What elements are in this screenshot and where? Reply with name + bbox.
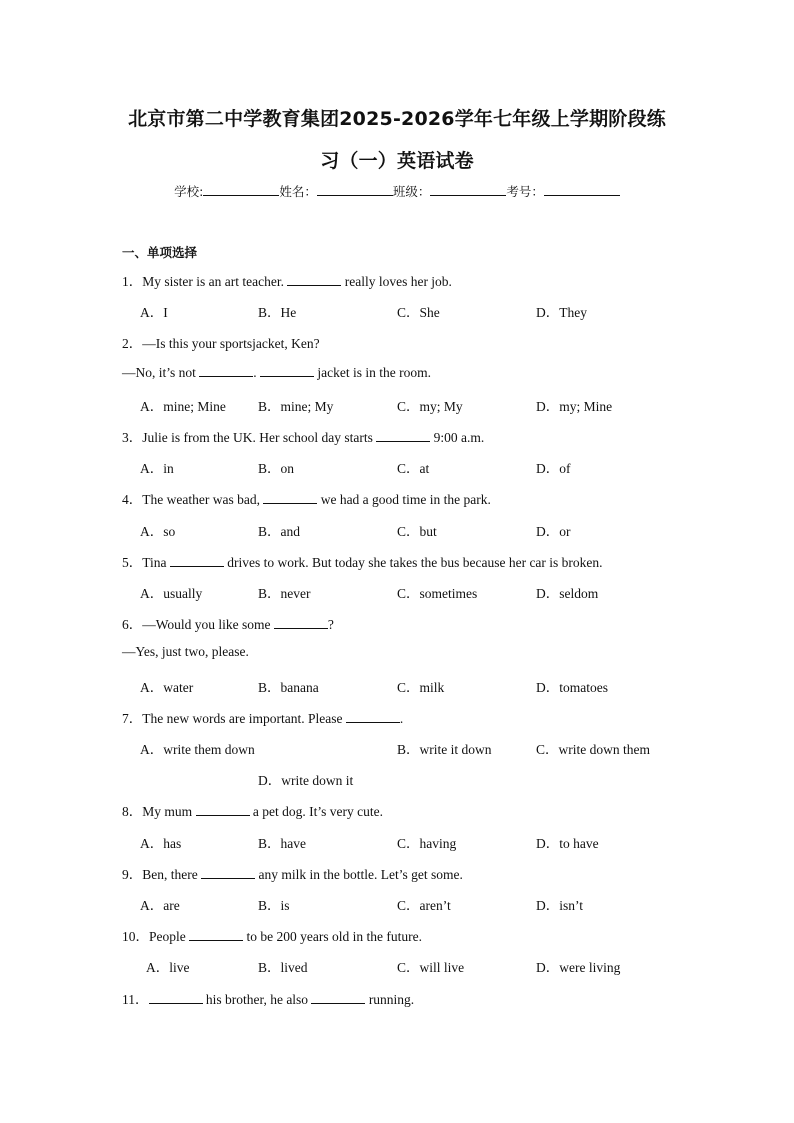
option-c[interactable]: C．She xyxy=(397,305,440,320)
class-label: 班级： xyxy=(392,184,431,199)
option-c[interactable]: C．milk xyxy=(397,680,445,695)
question-8 xyxy=(122,800,383,820)
option-a[interactable]: A．in xyxy=(140,461,174,476)
question-text: drives to work. But today she takes the bus because her car is broken. xyxy=(223,555,603,570)
question-text: Tina xyxy=(142,555,170,570)
question-number: 9． xyxy=(122,867,143,882)
option-a[interactable]: A．live xyxy=(146,960,190,975)
option-c[interactable]: C．my; My xyxy=(397,399,463,414)
option-a[interactable]: A．has xyxy=(140,836,182,851)
question-number: 10． xyxy=(122,929,149,944)
answer-blank[interactable] xyxy=(201,866,255,879)
option-a[interactable]: A．I xyxy=(140,305,168,320)
question-number: 7． xyxy=(122,711,143,726)
school-label: 学校: xyxy=(174,184,204,199)
option-b[interactable]: B．and xyxy=(258,524,300,539)
option-b[interactable]: B．is xyxy=(258,898,290,913)
option-a[interactable]: A．water xyxy=(140,680,194,695)
question-text: his brother, he also xyxy=(202,992,312,1007)
question-text: My mum xyxy=(142,804,196,819)
question-5 xyxy=(122,551,603,571)
question-text: ? xyxy=(327,617,334,632)
option-c[interactable]: C．will live xyxy=(397,960,465,975)
question-text: really loves her job. xyxy=(341,274,452,289)
option-d[interactable]: D．They xyxy=(536,305,587,320)
option-c[interactable]: C．having xyxy=(397,836,457,851)
question-number: 11． xyxy=(122,992,149,1007)
option-b[interactable]: B．write it down xyxy=(397,742,492,757)
option-b[interactable]: B．mine; My xyxy=(258,399,334,414)
question-3 xyxy=(122,426,484,446)
question-text: —Yes, just two, please. xyxy=(122,644,249,659)
question-6-reply xyxy=(122,644,249,660)
question-11 xyxy=(122,988,414,1008)
class-blank[interactable] xyxy=(430,183,506,196)
answer-blank[interactable] xyxy=(149,991,203,1004)
option-c[interactable]: C．sometimes xyxy=(397,586,478,601)
question-text: a pet dog. It’s very cute. xyxy=(249,804,383,819)
title-line-2: 习（一）英语试卷 xyxy=(320,150,474,172)
question-10 xyxy=(122,925,422,945)
answer-blank[interactable] xyxy=(260,364,314,377)
question-2-reply xyxy=(122,364,431,381)
question-text: —Is this your sportsjacket, Ken? xyxy=(142,336,320,351)
option-d[interactable]: D．isn’t xyxy=(536,898,584,913)
exam-no-blank[interactable] xyxy=(544,183,620,196)
question-4 xyxy=(122,488,491,508)
option-d[interactable]: D．seldom xyxy=(536,586,599,601)
question-text: —Would you like some xyxy=(142,617,274,632)
question-number: 5． xyxy=(122,555,143,570)
question-text: jacket is in the room. xyxy=(314,365,431,380)
question-text: running. xyxy=(365,992,415,1007)
student-info-row xyxy=(0,182,794,200)
option-b[interactable]: B．He xyxy=(258,305,297,320)
question-number: 4． xyxy=(122,492,143,507)
question-9 xyxy=(122,863,463,883)
question-number: 6． xyxy=(122,617,143,632)
question-7 xyxy=(122,707,403,727)
answer-blank[interactable] xyxy=(287,273,341,286)
option-c[interactable]: C．but xyxy=(397,524,437,539)
question-number: 1． xyxy=(122,274,143,289)
answer-blank[interactable] xyxy=(170,554,224,567)
answer-blank[interactable] xyxy=(274,616,328,629)
exam-no-label: 考号： xyxy=(506,184,544,199)
option-c[interactable]: C．aren’t xyxy=(397,898,451,913)
option-b[interactable]: B．lived xyxy=(258,960,308,975)
question-number: 8． xyxy=(122,804,143,819)
answer-blank[interactable] xyxy=(199,364,253,377)
question-text: —No, it’s not xyxy=(122,365,200,380)
question-text: People xyxy=(149,929,190,944)
question-text: The new words are important. Please xyxy=(142,711,346,726)
option-c[interactable]: C．write down them xyxy=(536,742,650,757)
question-text: any milk in the bottle. Let’s get some. xyxy=(255,867,463,882)
option-b[interactable]: B．banana xyxy=(258,680,319,695)
answer-blank[interactable] xyxy=(311,991,365,1004)
name-blank[interactable] xyxy=(317,183,393,196)
option-a[interactable]: A．write them down xyxy=(140,742,255,757)
option-d[interactable]: D．of xyxy=(536,461,571,476)
option-d[interactable]: D．write down it xyxy=(258,773,354,788)
option-d[interactable]: D．were living xyxy=(536,960,621,975)
option-d[interactable]: D．my; Mine xyxy=(536,399,613,414)
option-a[interactable]: A．usually xyxy=(140,586,203,601)
question-text: My sister is an art teacher. xyxy=(142,274,288,289)
option-d[interactable]: D．or xyxy=(536,524,571,539)
answer-blank[interactable] xyxy=(346,710,400,723)
question-text: The weather was bad, xyxy=(142,492,264,507)
question-text: . xyxy=(399,711,404,726)
question-number: 3． xyxy=(122,430,143,445)
question-number: 2． xyxy=(122,336,143,351)
option-c[interactable]: C．at xyxy=(397,461,430,476)
option-a[interactable]: A．are xyxy=(140,898,180,913)
question-6 xyxy=(122,613,334,633)
question-text: 9:00 a.m. xyxy=(430,430,485,445)
question-text: Ben, there xyxy=(142,867,202,882)
option-b[interactable]: B．on xyxy=(258,461,295,476)
answer-blank[interactable] xyxy=(189,928,243,941)
answer-blank[interactable] xyxy=(196,803,250,816)
question-1 xyxy=(122,270,452,290)
school-blank[interactable] xyxy=(203,183,279,196)
option-a[interactable]: A．so xyxy=(140,524,176,539)
name-label: 姓名： xyxy=(279,184,317,199)
answer-blank[interactable] xyxy=(263,491,317,504)
question-2 xyxy=(122,332,320,352)
question-text: we had a good time in the park. xyxy=(317,492,491,507)
option-d[interactable]: D．tomatoes xyxy=(536,680,608,695)
option-b[interactable]: B．never xyxy=(258,586,311,601)
question-text: . xyxy=(253,365,261,380)
section-heading: 一、单项选择 xyxy=(122,245,198,260)
option-b[interactable]: B．have xyxy=(258,836,306,851)
option-a[interactable]: A．mine; Mine xyxy=(140,399,226,414)
question-text: to be 200 years old in the future. xyxy=(243,929,422,944)
question-text: Julie is from the UK. Her school day starts xyxy=(142,430,377,445)
title-line-1: 北京市第二中学教育集团2025-2026学年七年级上学期阶段练 xyxy=(128,108,666,130)
answer-blank[interactable] xyxy=(376,429,430,442)
option-d[interactable]: D．to have xyxy=(536,836,599,851)
